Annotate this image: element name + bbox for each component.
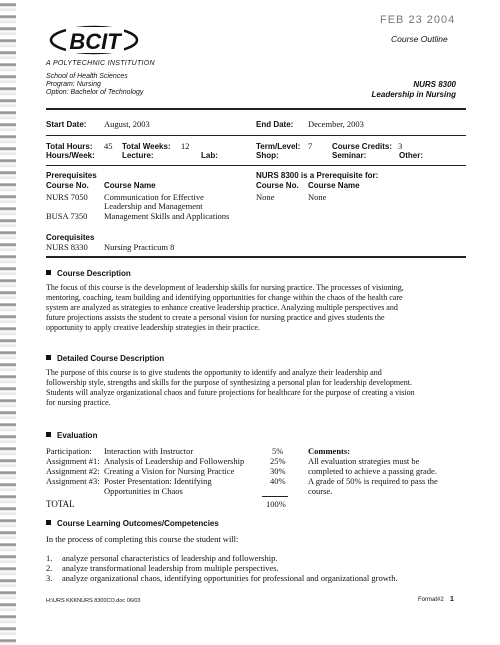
- course-credits-value: 3: [398, 141, 403, 151]
- course-title: Leadership in Nursing: [371, 90, 456, 99]
- program: Program: Nursing: [46, 81, 101, 88]
- total-weeks-label: Total Weeks:: [122, 142, 171, 151]
- paragraph-line: Students will analyze organizational chaos and future projections for healthcare for the purpose of creating a vision: [46, 388, 415, 397]
- comment-line: All evaluation strategies must be: [308, 456, 420, 466]
- prereq-for-name: None: [308, 192, 327, 202]
- comments-label: Comments:: [308, 446, 351, 456]
- eval-row-pct: 30%: [270, 466, 286, 476]
- prerequisites-heading: Prerequisites: [46, 171, 97, 180]
- hours-rule: [46, 165, 466, 166]
- prereq-row-no: NURS 7050: [46, 192, 88, 202]
- outcome-text: analyze personal characteristics of leadership and followership.: [62, 553, 278, 563]
- shop-label: Shop:: [256, 151, 279, 160]
- total-weeks-value: 12: [181, 141, 190, 151]
- dates-rule: [46, 135, 466, 136]
- comment-line: A grade of 50% is required to pass the: [308, 476, 438, 486]
- corequisites-heading: Corequisites: [46, 233, 95, 242]
- total-rule: [262, 496, 288, 497]
- prereq-row-name: Management Skills and Applications: [104, 211, 230, 221]
- bullet-square-icon: [46, 432, 51, 437]
- eval-row-pct: 40%: [270, 476, 286, 486]
- prereq-col-name: Course Name: [104, 181, 156, 190]
- paragraph-line: system are analyzed as strategies to enhance creative leadership practice. Analyzing multiple perspectives and: [46, 303, 398, 312]
- school: School of Health Sciences: [46, 73, 128, 80]
- prereq-row-no: BUSA 7350: [46, 211, 88, 221]
- eval-row-item-cont: Opportunities in Chaos: [104, 486, 183, 496]
- paragraph-line: followership style, strengths and skills for the purpose of synthesizing a personal plan for leadership development.: [46, 378, 412, 387]
- prereq-row-name-cont: Leadership and Management: [104, 201, 203, 211]
- received-stamp: FEB 23 2004: [380, 14, 456, 26]
- seminar-label: Seminar:: [332, 151, 367, 160]
- coreq-no: NURS 8330: [46, 242, 88, 252]
- footer-page-number: 1: [450, 596, 454, 603]
- header-rule: [46, 108, 466, 110]
- outcome-text: analyze organizational chaos, identifying opportunities for professional and organizational growth.: [62, 573, 398, 583]
- bullet-square-icon: [46, 270, 51, 275]
- footer-format: Format#2: [418, 597, 444, 603]
- lab-label: Lab:: [201, 151, 218, 160]
- eval-row-pct: 25%: [270, 456, 286, 466]
- outcome-number: 3.: [46, 573, 53, 583]
- eval-row-item: Creating a Vision for Nursing Practice: [104, 466, 235, 476]
- eval-row-item: Poster Presentation: Identifying: [104, 476, 212, 486]
- eval-row-item: Interaction with Instructor: [104, 446, 194, 456]
- paragraph-line: The purpose of this course is to give students the opportunity to identify and analyze their leadership and: [46, 368, 382, 377]
- prereq-for-col-name: Course Name: [308, 181, 360, 190]
- eval-row-label: Assignment #1:: [46, 456, 100, 466]
- eval-total-label: TOTAL: [46, 499, 75, 509]
- end-date-value: December, 2003: [308, 119, 364, 129]
- eval-total-value: 100%: [266, 499, 286, 509]
- hours-week-label: Hours/Week:: [46, 151, 95, 160]
- svg-text:BCIT: BCIT: [69, 29, 121, 54]
- prereq-row-name: Communication for Effective: [104, 192, 204, 202]
- bullet-square-icon: [46, 520, 51, 525]
- start-date-label: Start Date:: [46, 120, 87, 129]
- scan-edge-noise: [0, 0, 16, 645]
- course-code: NURS 8300: [413, 80, 456, 89]
- outcomes-intro: In the process of completing this course the student will:: [46, 534, 239, 544]
- start-date-value: August, 2003: [104, 119, 150, 129]
- outcome-number: 2.: [46, 563, 53, 573]
- prereq-for-heading: NURS 8300 is a Prerequisite for:: [256, 171, 379, 180]
- paragraph-line: mentoring, coaching, team building and identifying opportunities for change within the chaos of the health care: [46, 293, 403, 302]
- paragraph-line: for nursing practice.: [46, 398, 111, 407]
- term-level-value: 7: [308, 141, 313, 151]
- coreq-rule: [46, 256, 466, 258]
- prereq-for-col-no: Course No.: [256, 181, 299, 190]
- detailed-description-heading: Detailed Course Description: [46, 354, 164, 363]
- eval-row-item: Analysis of Leadership and Followership: [104, 456, 245, 466]
- course-description-heading: Course Description: [46, 269, 131, 278]
- end-date-label: End Date:: [256, 120, 294, 129]
- other-label: Other:: [399, 151, 423, 160]
- course-description-text: [46, 283, 466, 333]
- prereq-for-no: None: [256, 192, 275, 202]
- coreq-name: Nursing Practicum 8: [104, 242, 175, 252]
- comment-line: course.: [308, 486, 333, 496]
- paragraph-line: opportunity to apply creative leadership strategies in their practice.: [46, 323, 260, 332]
- prereq-col-no: Course No.: [46, 181, 89, 190]
- total-hours-value: 45: [104, 141, 113, 151]
- footer-file-path: H:\URS KKKNURS 8300CO.doc 06/03: [46, 598, 141, 604]
- paragraph-line: future projections assists the student to create a personal vision for nursing practice and gives students the: [46, 313, 385, 322]
- logo-tagline: A POLYTECHNIC INSTITUTION: [46, 60, 155, 67]
- outcome-text: analyze transformational leadership from multiple perspectives.: [62, 563, 279, 573]
- total-hours-label: Total Hours:: [46, 142, 93, 151]
- evaluation-heading: Evaluation: [46, 431, 97, 440]
- comment-line: completed to achieve a passing grade.: [308, 466, 437, 476]
- option: Option: Bachelor of Technology: [46, 89, 144, 96]
- lecture-label: Lecture:: [122, 151, 154, 160]
- term-level-label: Term/Level:: [256, 142, 301, 151]
- doc-type: Course Outline: [391, 34, 448, 44]
- outcomes-heading: Course Learning Outcomes/Competencies: [46, 519, 219, 528]
- detailed-description-text: [46, 368, 466, 408]
- eval-row-label: Assignment #3:: [46, 476, 100, 486]
- eval-row-pct: 5%: [272, 446, 284, 456]
- course-credits-label: Course Credits:: [332, 142, 393, 151]
- bcit-logo: [46, 18, 142, 60]
- bullet-square-icon: [46, 355, 51, 360]
- outcome-number: 1.: [46, 553, 53, 563]
- eval-row-label: Participation:: [46, 446, 92, 456]
- paragraph-line: The focus of this course is the development of leadership skills for nursing practice. The processes of visioning,: [46, 283, 404, 292]
- eval-row-label: Assignment #2:: [46, 466, 100, 476]
